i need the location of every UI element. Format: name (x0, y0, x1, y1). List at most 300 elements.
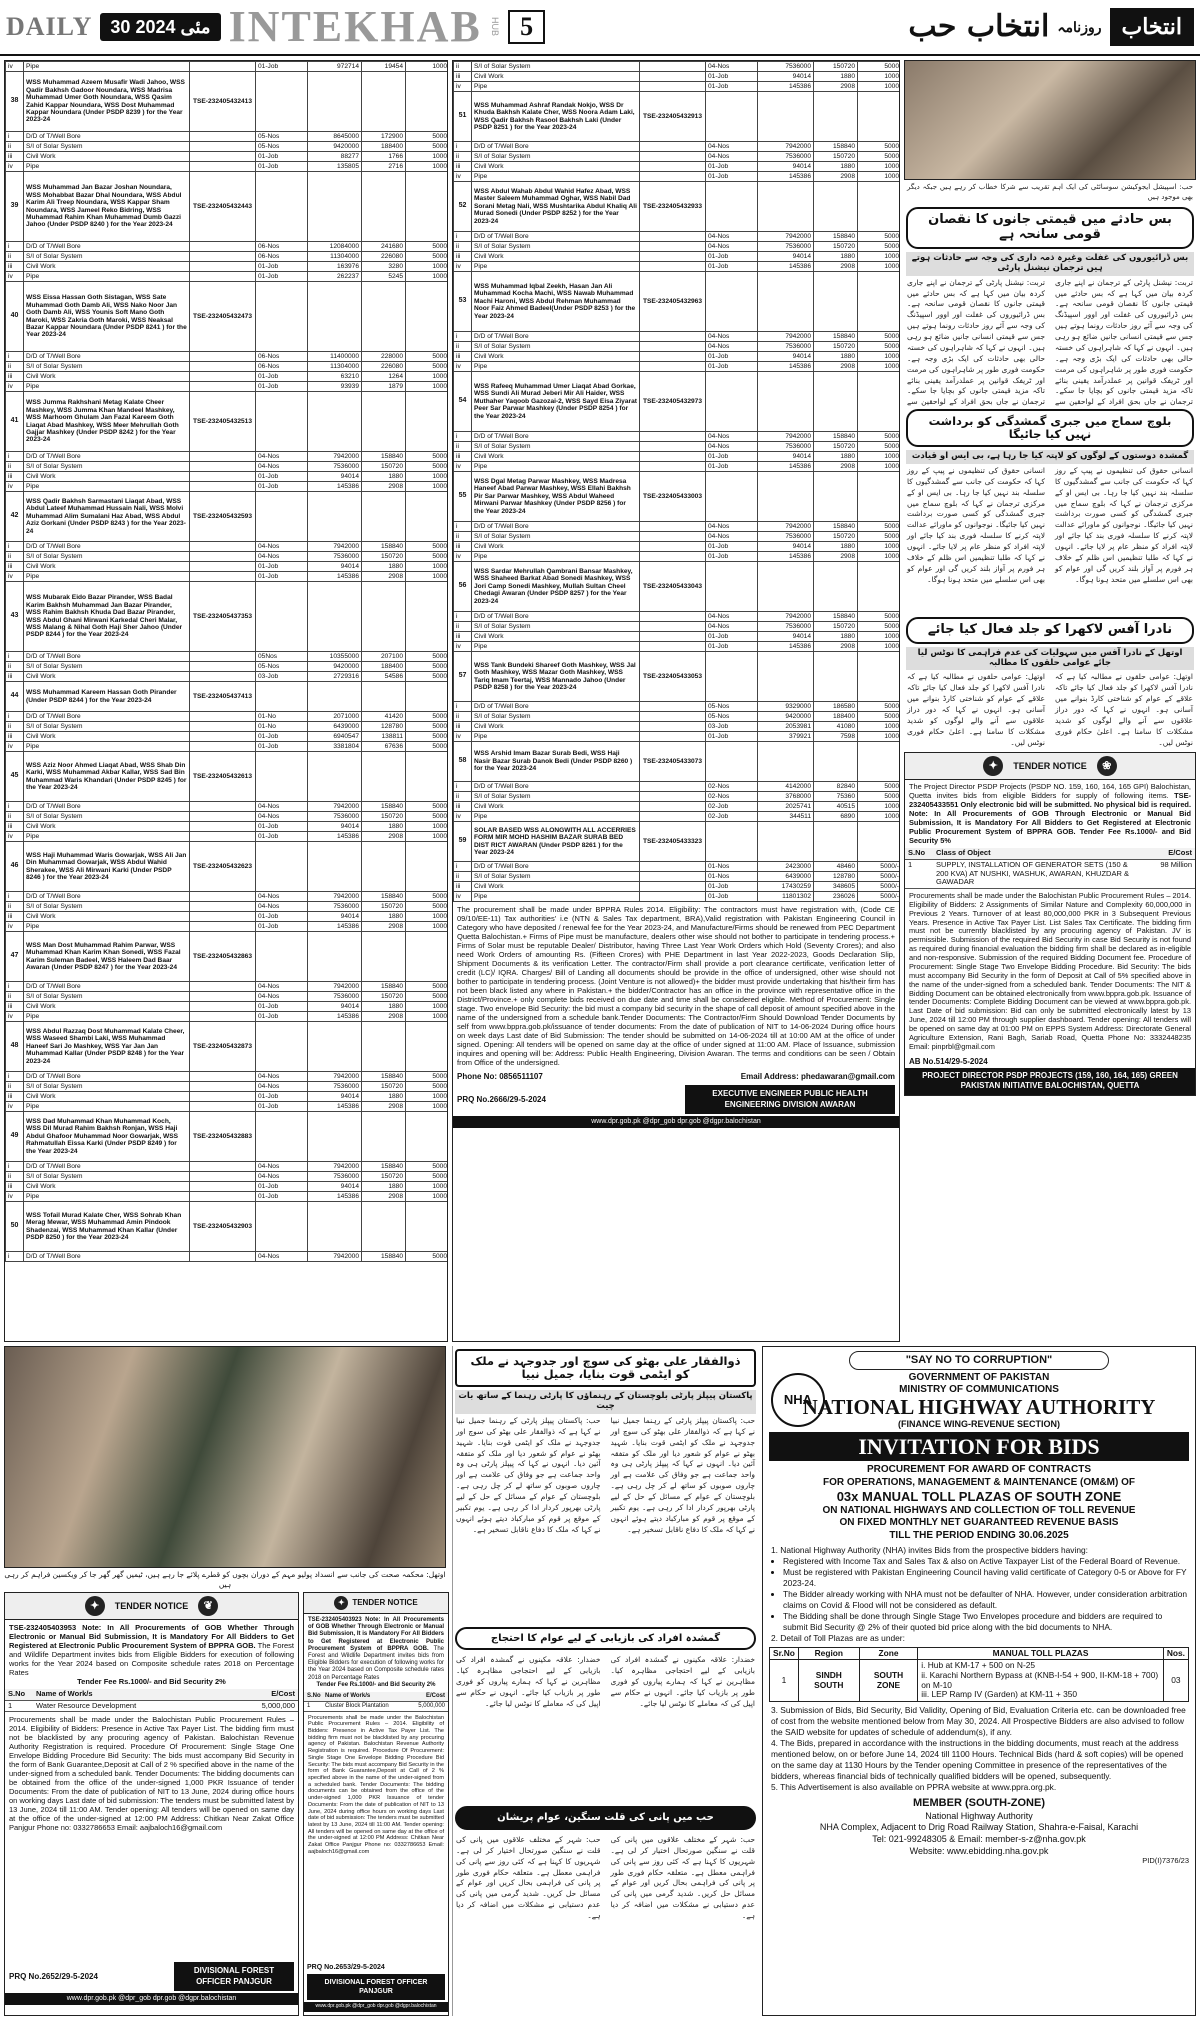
item-description: S/I of Solar System (472, 872, 640, 882)
cell-empty (814, 272, 858, 332)
item-description: D/D of T/Well Bore (24, 452, 190, 462)
tender-intro-text: The Forest and Wildlife Department invites bids from Eligible Bidders for execution of following works for the Year 2024 based on Composite schedule rates 2018 on Percentage Rates (308, 1645, 444, 1681)
item-description: D/D of T/Well Bore (24, 352, 190, 362)
item-fee: 1000 (858, 462, 901, 472)
item-cost: 7536000 (758, 442, 814, 452)
cell-empty (190, 992, 256, 1002)
item-quantity: 04-Nos (256, 982, 308, 992)
cell-empty (640, 732, 706, 742)
item-quantity: 04-Nos (256, 1172, 308, 1182)
tender-table-middle (452, 60, 900, 1342)
scheme-description: WSS Eissa Hassan Goth Sistagan, WSS Sate Muhammad Goth Damb Ali, WSS Nako Noor Jan Goth Damb Ali, WSS Younis Soft Mano Goth Maroki, WSS Zakria Goth Maroki, WSS Neaksal Bazar Kappar Noundara (Under PSDP 8241 ) for the Year 2023-24 (24, 282, 190, 352)
tse-number: TSE-232405433003 (640, 472, 706, 522)
item-description: D/D of T/Well Bore (472, 232, 640, 242)
item-quantity: 04-Nos (706, 332, 758, 342)
item-description: Pipe (472, 362, 640, 372)
item-roman: i (454, 702, 472, 712)
cell-empty (362, 1022, 406, 1072)
item-quantity: 04-Nos (256, 1252, 308, 1262)
cell-empty (190, 562, 256, 572)
tender-table-row (304, 1702, 448, 1712)
item-description: D/D of T/Well Bore (24, 712, 190, 722)
item-fee: 5000 (406, 742, 449, 752)
item-row (6, 1182, 449, 1192)
item-row (454, 712, 901, 722)
tender-intro-bold: TSE-232405433551 Only electronic bid will be submitted. No physical bid is required. Note: In All Procurements of GOB Through Electronic or Manual Bid Submission, It is Mandatory For All Bidders to Get Registered at Electronic Public Procurement System of BPPRA GOB. Tender Fee Rs.1000/- and Bid Security 5% (909, 791, 1191, 845)
item-row (6, 832, 449, 842)
item-cost: 145386 (308, 572, 362, 582)
scheme-description: WSS Muhammad Ashraf Randak Nokjo, WSS Dr Khuda Bakhsh Kalate Cher, WSS Noora Adam Laki, WSS Qadir Bakhsh Rasool Bakhsh Laki (Under PSDP 8251 ) for the Year 2023-24 (472, 92, 640, 142)
tender-fee: Tender Fee Rs.1000/- and Bid Security 2% (316, 1681, 436, 1688)
item-roman: iv (6, 1102, 24, 1112)
item-bid-security: 2716 (362, 162, 406, 172)
item-cost: 11801302 (758, 892, 814, 902)
item-fee: 5000 (858, 792, 901, 802)
cell-empty (190, 662, 256, 672)
scheme-description: WSS Man Dost Muhammad Rahim Parwar, WSS Muhammad Khan Karim Khan Sonedi, WSS Fazal Karim Suleman Badeel, WSS Haleem Dad Baar Awaran (Under PSDP 8247 ) for the Year 2023-24 (24, 932, 190, 982)
news-subhead-bhutto: پاکستان پیپلز پارٹی بلوچستان کے رہنماؤں کا پارٹی رہنما کے ساتھ بات چیت (455, 1390, 756, 1414)
col-sno: S.No (908, 848, 926, 858)
item-roman: iii (6, 672, 24, 682)
tender-notice-title (905, 753, 1195, 780)
scheme-number: 47 (6, 932, 24, 982)
item-roman: iii (454, 632, 472, 642)
nha-bullet: • Must be registered with Pakistan Engineering Council having valid certificate of Category 0-5 or Above for FY 2023-24. (783, 1567, 1189, 1589)
item-description: Pipe (24, 382, 190, 392)
item-cost: 94014 (758, 632, 814, 642)
cell-empty (362, 492, 406, 542)
social-strip: www.dpr.gob.pk @dpr_gob dpr.gob @dgpr.balochistan (5, 1993, 298, 2005)
item-cost: 145386 (758, 462, 814, 472)
scheme-description: WSS Rafeeq Muhammad Umer Liaqat Abad Gorkae, WSS Sundi Ali Murad Jeberi Mir Ali Haider, WSS Muthaher Yaqoob Gazozai-2, WSS Sayd Eisa Ziyarat Peer Sar Parwar Mashkey (Under PSDP 8254 ) for the Year 2023-24 (472, 372, 640, 432)
item-fee: 5000 (406, 552, 449, 562)
tender-title-text: TENDER NOTICE (114, 1600, 189, 1611)
tender-intro-bold: TSE-232405403923 Note: In All Procurements of GOB Whether Through Electronic or Manual Bid Submission, It is Mandatory For All Bidders to Get Registered at Electronic Public Procurement System of BPPRA GOB. (308, 1617, 444, 1652)
cell-empty (190, 652, 256, 662)
item-bid-security: 3280 (362, 262, 406, 272)
item-quantity: 02-Nos (706, 782, 758, 792)
item-row (6, 162, 449, 172)
row-cost: 98 Million (1160, 860, 1192, 870)
item-fee: 1000 (406, 162, 449, 172)
item-bid-security: 158840 (814, 522, 858, 532)
news-text: حب: شہر کے مختلف علاقوں میں پانی کی قلت نے سنگین صورتحال اختیار کر لی ہے۔ شہریوں کا کہنا ہے کہ کئی روز سے پانی کی فراہمی معطل ہے۔ متعلقہ حکام فوری طور پر پانی کی فراہمی بحال کریں اور عوام کے مسائل حل کریں۔ شدید گرمی میں پانی کی عدم دستیابی نے مشکلات میں اضافہ کر دیا ہے۔ (610, 1834, 755, 1921)
row-cost: 5,000,000 (261, 1700, 295, 1710)
item-row (454, 642, 901, 652)
cell-empty (308, 582, 362, 652)
item-roman: iii (6, 472, 24, 482)
cell-empty (406, 682, 449, 712)
item-quantity: 04-Nos (706, 432, 758, 442)
item-quantity: 01-Job (256, 1012, 308, 1022)
cell-empty (640, 782, 706, 792)
scheme-description: WSS Muhammad Azeem Musafir Wadi Jahoo, WSS Qadir Bakhsh Gadoor Noundara, WSS Madrisa Muhammad Umer Goth Noundara, WSS Qasim Zahid Kappar Noundara, WSS Dost Muhammad Kappar Noundara (Under PSDP 8239 ) for the Year 2023-24 (24, 72, 190, 132)
item-quantity: 01-Job (256, 372, 308, 382)
item-row (6, 142, 449, 152)
item-fee: 1000 (858, 362, 901, 372)
cell-empty (406, 1022, 449, 1072)
cell-empty (190, 242, 256, 252)
item-description: D/D of T/Well Bore (24, 242, 190, 252)
item-row (454, 792, 901, 802)
item-cost: 94014 (758, 352, 814, 362)
th-region: Region (798, 1647, 859, 1660)
item-quantity: 01-Job (256, 822, 308, 832)
item-description: Pipe (472, 82, 640, 92)
item-fee: 5000 (858, 702, 901, 712)
scheme-number: 52 (454, 182, 472, 232)
news-text: حب: پاکستان پیپلز پارٹی کے رہنما جمیل نبیا نے کہا ہے کہ ذوالفقار علی بھٹو کی سوچ اور جدوجہد نے ملک کو ایٹمی قوت بنایا۔ شہید بھٹو نے عوام کو شعور دیا اور ملک کو متفقہ آئین دیا۔ انہوں نے کہا کہ پیپلز پارٹی ہی وہ واحد جماعت ہے جو وفاق کی علامت ہے اور چاروں صوبوں کو ساتھ لے کر چل رہی ہے۔ بلوچستان کے عوام کے مسائل کے حل کے لیے پارٹی بھرپور کردار ادا کر رہی ہے۔ یوم تکبیر کے موقع پر قوم کو مبارکباد دیتے ہوئے انہوں نے کہا کہ ملک کا دفاع ناقابل تسخیر ہے۔ (610, 1415, 755, 1534)
cell-empty (814, 182, 858, 232)
cell-empty (190, 1072, 256, 1082)
nha-ministry: MINISTRY OF COMMUNICATIONS (899, 1383, 1059, 1395)
cell-empty (190, 162, 256, 172)
cell-empty (362, 392, 406, 452)
item-cost: 7536000 (308, 992, 362, 1002)
scheme-number: 38 (6, 72, 24, 132)
item-roman: ii (454, 872, 472, 882)
item-fee: 5000 (406, 722, 449, 732)
item-roman: i (454, 782, 472, 792)
item-roman: ii (6, 812, 24, 822)
cell-empty (706, 822, 758, 862)
cell-empty (640, 332, 706, 342)
middle-urdu-news (452, 1346, 758, 2016)
item-description: Civil Work (24, 262, 190, 272)
item-row (454, 552, 901, 562)
tender-title-text: TENDER NOTICE (352, 1598, 418, 1608)
item-cost: 145386 (308, 482, 362, 492)
item-roman: ii (454, 622, 472, 632)
right-column (904, 60, 1196, 1344)
item-cost: 972714 (308, 62, 362, 72)
tse-number: TSE-232405432873 (190, 1022, 256, 1072)
item-bid-security: 150720 (362, 1082, 406, 1092)
item-description: D/D of T/Well Bore (472, 782, 640, 792)
item-roman: iv (454, 812, 472, 822)
news-text: اوتھل: عوامی حلقوں نے مطالبہ کیا ہے کہ نادرا آفس لاکھرا کو جلد فعال کیا جائے تاکہ علاقے کے عوام کو شناختی کارڈ بنوانے میں آسانی ہو۔ انہوں نے کہا کہ دور دراز علاقوں سے آنے والے لوگوں کو شدید مشکلات کا سامنا ہے۔ اعلیٰ حکام فوری نوٹس لیں۔ (1055, 672, 1193, 747)
item-fee: 5000 (406, 712, 449, 722)
item-roman: iii (6, 912, 24, 922)
item-bid-security: 54586 (362, 672, 406, 682)
item-bid-security: 1880 (814, 252, 858, 262)
item-quantity: 01-Job (256, 62, 308, 72)
cell-empty (256, 842, 308, 892)
item-cost: 94014 (308, 822, 362, 832)
cell-empty (858, 562, 901, 612)
tender-table-left (4, 60, 448, 1342)
item-roman: ii (6, 1082, 24, 1092)
item-row (454, 812, 901, 822)
news-subhead-enforced-disappearance: گمشدہ دوستوں کے لوگوں کو لاپتہ کیا جا رہا ہے، بی ایس او قیادت (906, 450, 1194, 464)
tender-intro-text: The Project Director PSDP Projects (PSDP NO. 159, 160, 164, 165 GPI) Balochistan, Quetta invites bids from eligible Bidders for supply of following items. (909, 782, 1191, 801)
nha-member-line: Website: www.ebidding.nha.gov.pk (909, 1845, 1049, 1856)
scheme-description: WSS Tofail Murad Kalate Cher, WSS Sohrab Khan Merag Mewar, WSS Muhammad Amin Pindook Shadenzai, WSS Muhammad Khan Kallar (Under PSDP 8250 ) for the Year 2023-24 (24, 1202, 190, 1252)
item-roman: iv (454, 262, 472, 272)
item-description: Civil Work (24, 152, 190, 162)
cell-empty (640, 152, 706, 162)
scheme-row (6, 842, 449, 892)
cell-empty (814, 372, 858, 432)
item-fee: 1000 (406, 1092, 449, 1102)
item-bid-security: 2908 (362, 1102, 406, 1112)
item-description: Pipe (472, 172, 640, 182)
item-roman: iv (6, 1012, 24, 1022)
item-description: Pipe (24, 62, 190, 72)
item-cost: 2025741 (758, 802, 814, 812)
item-row (6, 262, 449, 272)
item-cost: 7942000 (308, 542, 362, 552)
cell-empty (640, 622, 706, 632)
item-description: S/I of Solar System (472, 442, 640, 452)
scheme-number: 56 (454, 562, 472, 612)
item-fee: 5000 (406, 362, 449, 372)
cell-empty (406, 1202, 449, 1252)
item-cost: 6940547 (308, 732, 362, 742)
govt-emblem-icon: ✦ (983, 756, 1003, 776)
item-cost: 7942000 (308, 1252, 362, 1262)
item-description: D/D of T/Well Bore (24, 1072, 190, 1082)
item-fee: 1000 (858, 812, 901, 822)
item-fee: 1000 (858, 802, 901, 812)
cell-empty (190, 1012, 256, 1022)
item-quantity: 04-Nos (706, 142, 758, 152)
item-fee: 5000 (406, 132, 449, 142)
cell-empty (362, 72, 406, 132)
scheme-description: WSS Arshid Imam Bazar Surab Bedi, WSS Haji Nasir Bazar Surab Danok Bedi (Under PSDP 8260 ) for the Year 2023-24 (472, 742, 640, 782)
item-bid-security: 150720 (814, 242, 858, 252)
tse-number: TSE-232405433073 (640, 742, 706, 782)
item-roman: ii (6, 662, 24, 672)
item-description: Pipe (24, 1192, 190, 1202)
item-description: Civil Work (24, 732, 190, 742)
col-sno: S.No (307, 1692, 321, 1699)
item-cost: 7536000 (758, 152, 814, 162)
cell-empty (406, 932, 449, 982)
tender-intro-bold: TSE-232405403953 Note: In All Procurements of GOB Whether Through Electronic or Manual Bid Submission, It is Mandatory For All Bidders to Get Registered at Electronic Public Procurement System of BPPRA GOB. (9, 1623, 294, 1650)
item-roman: iii (454, 542, 472, 552)
cell-empty (190, 1192, 256, 1202)
scheme-number: 42 (6, 492, 24, 542)
item-cost: 7536000 (308, 462, 362, 472)
scheme-row (454, 472, 901, 522)
cell-empty (308, 932, 362, 982)
item-description: D/D of T/Well Bore (24, 1162, 190, 1172)
cell-empty (858, 92, 901, 142)
scheme-number: 48 (6, 1022, 24, 1072)
item-row (6, 902, 449, 912)
item-cost: 135805 (308, 162, 362, 172)
item-fee: 1000 (406, 1012, 449, 1022)
item-roman: iv (454, 732, 472, 742)
item-bid-security: 2908 (814, 172, 858, 182)
item-quantity: 04-Nos (706, 442, 758, 452)
item-bid-security: 7598 (814, 732, 858, 742)
item-roman: iii (6, 1182, 24, 1192)
item-quantity: 04-Nos (706, 522, 758, 532)
cell-empty (362, 932, 406, 982)
item-bid-security: 188400 (362, 662, 406, 672)
item-cost: 7942000 (758, 232, 814, 242)
item-roman: iv (454, 462, 472, 472)
masthead-hub: HUB (490, 17, 501, 37)
cell-empty (640, 142, 706, 152)
item-bid-security: 41080 (814, 722, 858, 732)
item-description: D/D of T/Well Bore (472, 522, 640, 532)
item-bid-security: 82840 (814, 782, 858, 792)
tender-title-text: TENDER NOTICE (1013, 761, 1087, 772)
item-cost: 10355000 (308, 652, 362, 662)
cell-empty (256, 1022, 308, 1072)
item-row (454, 882, 901, 892)
scheme-number: 41 (6, 392, 24, 452)
item-roman: ii (454, 342, 472, 352)
item-roman: ii (454, 62, 472, 72)
item-quantity: 01-Job (706, 82, 758, 92)
item-description: D/D of T/Well Bore (472, 702, 640, 712)
item-cost: 94014 (308, 562, 362, 572)
tse-number: TSE-232405432913 (640, 92, 706, 142)
item-bid-security: 158840 (362, 982, 406, 992)
item-row (6, 252, 449, 262)
cell-empty (858, 272, 901, 332)
cell-empty (640, 452, 706, 462)
item-description: Civil Work (472, 542, 640, 552)
item-description: Pipe (472, 462, 640, 472)
news-text: تربت: نیشنل پارٹی کے ترجمان نے اپنے جاری کردہ بیان میں کہا ہے کہ بس حادثے میں قیمتی جانوں کا نقصان قومی سانحہ ہے۔ بس ڈرائیوروں کی غفلت اور اوور اسپیڈنگ کی وجہ سے آئے روز حادثات رونما ہوتے ہیں جس سے قیمتی انسانی جانیں ضائع ہو رہی ہیں۔ انہوں نے کہا کہ شاہراہوں کی خستہ حالی بھی حادثات کی ایک بڑی وجہ ہے۔ حکومت فوری طور پر شاہراہوں کی مرمت اور ٹریفک قوانین پر عملدرآمد یقینی بنائے تاکہ مزید قیمتی جانوں کو بچایا جا سکے۔ ترجمان نے جاں بحق افراد کے لواحقین سے (907, 277, 1045, 406)
nha-govt: GOVERNMENT OF PAKISTAN (908, 1371, 1050, 1383)
cell-empty (362, 1202, 406, 1252)
news-headline-bhutto: ذوالفقار علی بھٹو کی سوچ اور جدوجہد نے ملک کو ایٹمی قوت بنایا، جمیل نبیا (455, 1349, 756, 1387)
th-nos: Nos. (1163, 1647, 1188, 1660)
item-bid-security: 1880 (814, 542, 858, 552)
item-quantity: 01-Job (256, 732, 308, 742)
cell-empty (640, 542, 706, 552)
item-fee: 5000 (406, 1072, 449, 1082)
item-row (6, 1102, 449, 1112)
item-description: S/I of Solar System (24, 902, 190, 912)
scheme-description: WSS Muhammad Jan Bazar Joshan Noundara, WSS Mohabbat Bazar Dhal Noundara, WSS Abdul Karim Ali Treep Noundara, WSS Kappar Sham Noundara, WSS Jameel Reko Bidring, WSS Muhammad Rahim Khan Muhammad Dumb Gazzi Jahoo (Under PSDP 8240 ) for the Year 2023-24 (24, 172, 190, 242)
item-fee: 1000 (406, 482, 449, 492)
item-row (454, 242, 901, 252)
cell-empty (308, 1202, 362, 1252)
item-row (6, 1072, 449, 1082)
item-row (6, 992, 449, 1002)
item-description: Pipe (472, 892, 640, 902)
cell-empty (640, 172, 706, 182)
scheme-row (6, 682, 449, 712)
item-bid-security: 1766 (362, 152, 406, 162)
item-fee: 1000 (406, 272, 449, 282)
item-bid-security: 1880 (362, 822, 406, 832)
col-name: Name of Work/s (36, 1689, 93, 1698)
item-quantity: 01-Job (256, 162, 308, 172)
item-bid-security: 2908 (362, 1192, 406, 1202)
phe-notice-text: The procurement shall be made under BPPRA Rules 2014. Eligibility: The contractors must have registration with, (Code CE 09/10/EE-11) Tax authorities' i.e (NTN & Sales Tax department, BRA),Valid registration with Pakistan Engineering Council in Category who have deposited / renewal fee for the Year 2023-24, and Manufacture/Firms should be renewed from PEC Department Quetta Balochistan.+ Firms of Pipe must be manufacture, dealers other wise should not bother to participate in tendering process.+ Firms of Solar must be reputable Dealer/ Distributor, having Three Last Year Work Orders which Hold (Seventy Crores); and also need Work Orders of amounting Rs. (Fifteen Crores) with PHE Department in last Year 2022-2023, Goods Declaration Slip, Shipment Documents & its verification Letter. The contractor/Firm shall provide a port clearance certificate, verification letter of credit (LC)/ IQRA. Charges/ Bill of Landing all documents should be provide in the office of undersigned, other wise should not bother to participate in tendering process. (Joint Venture is not allowed)+ the bidder must provide undertaking that his/their firm has not been black listed any where in Pakistan.+ the bidder/Contractor has an office in the province with representative office in the District/Province.+ only complete bids received on due date and time shall be considered eligible. Method of Procurement: Single stage. Two envelope Bid Security: the bid must a company bid security in the shape of call deposit of amount specified above in the name of the undersigned from a schedule bank.Tender Documents: The Contractor/Firm Should Download Tender Documents by self from www.bppra.gob.pk/issuance of tender documents: From the date of publication of NIT to 14-06-2024 During office hours on week days Last date of Bid Submission: The tender should be submitted on 14-06-2024 till at 10:00 AM at the office of under signed. Opening: All tenders will be opened on same day at the office of under signed at 11:00 AM. Place of Issuance, submission inquires and opening will be: Address: Public Health Engineering, Division Awaran. The terms and conditions can be seen / Obtain from Office of the undersigned. (457, 905, 895, 1067)
item-row (6, 662, 449, 672)
scheme-description: WSS Haji Muhammad Waris Gowarjak, WSS Ali Jan Din Muhammad Gowarjak, WSS Abdul Wahid Sherakee, WSS Ali Mirwani Karki (Under PSDP 8246 ) for the Year 2023-24 (24, 842, 190, 892)
item-row (6, 802, 449, 812)
scheme-row (454, 562, 901, 612)
plaza-item: i. Hub at KM-17 + 500 on N-25 (921, 1660, 1036, 1671)
item-bid-security: 1880 (814, 72, 858, 82)
news-text: تربت: نیشنل پارٹی کے ترجمان نے اپنے جاری کردہ بیان میں کہا ہے کہ بس حادثے میں قیمتی جانوں کا نقصان قومی سانحہ ہے۔ بس ڈرائیوروں کی غفلت اور اوور اسپیڈنگ کی وجہ سے آئے روز حادثات رونما ہوتے ہیں جس سے قیمتی انسانی جانیں ضائع ہو رہی ہیں۔ انہوں نے کہا کہ شاہراہوں کی خستہ حالی بھی حادثات کی ایک بڑی وجہ ہے۔ حکومت فوری طور پر شاہراہوں کی مرمت اور ٹریفک قوانین پر عملدرآمد یقینی بنائے تاکہ مزید قیمتی جانوں کو بچایا جا سکے۔ ترجمان نے جاں بحق افراد کے لواحقین سے (1055, 277, 1193, 406)
cell-empty (308, 72, 362, 132)
item-cost: 2729316 (308, 672, 362, 682)
tender-footer (5, 1960, 298, 1993)
item-roman: iv (454, 552, 472, 562)
td-plazas (918, 1660, 1164, 1702)
item-fee: 5000 (406, 732, 449, 742)
item-roman: iv (6, 922, 24, 932)
scheme-description: WSS Mubarak Eido Bazar Pirander, WSS Badal Karim Bakhsh Muhammad Jan Bazar Pirander, WSS Rahim Bakhsh Khuda Dad Bazar Pirander, WSS Abdul Ghani Mirwani Karkedal Cheri Malar, WSS Malang & Nihal Goth Haji Sher Jahoo (Under PSDP 8244 ) for the Year 2023-24 (24, 582, 190, 652)
cell-empty (640, 612, 706, 622)
item-fee: 5000 (858, 152, 901, 162)
cell-empty (640, 442, 706, 452)
item-roman: iii (454, 72, 472, 82)
cell-empty (256, 932, 308, 982)
item-quantity: 03-Job (256, 672, 308, 682)
tender-notice-title (304, 1593, 448, 1614)
cell-empty (640, 232, 706, 242)
item-row (6, 912, 449, 922)
item-description: Civil Work (472, 802, 640, 812)
scheme-row (6, 172, 449, 242)
item-roman: i (6, 1252, 24, 1262)
item-row (454, 632, 901, 642)
item-description: S/I of Solar System (472, 242, 640, 252)
tender-notice-generator (904, 752, 1196, 1095)
item-fee: 1000 (858, 732, 901, 742)
cell-empty (858, 822, 901, 862)
item-bid-security: 226080 (362, 362, 406, 372)
item-bid-security: 1879 (362, 382, 406, 392)
item-description: S/I of Solar System (472, 622, 640, 632)
cell-empty (640, 62, 706, 72)
item-bid-security: 150720 (362, 462, 406, 472)
item-quantity: 01-Job (256, 1102, 308, 1112)
item-roman: iii (454, 882, 472, 892)
item-bid-security: 158840 (814, 142, 858, 152)
cell-empty (640, 262, 706, 272)
item-quantity: 02-Job (706, 812, 758, 822)
cell-empty (406, 582, 449, 652)
item-roman: iii (6, 562, 24, 572)
item-roman: ii (454, 792, 472, 802)
item-bid-security: 150720 (814, 152, 858, 162)
item-roman: iv (6, 272, 24, 282)
masthead-urdu-title: انتخاب حب (908, 8, 1050, 44)
item-bid-security: 2908 (814, 82, 858, 92)
item-fee: 1000 (406, 572, 449, 582)
cell-empty (640, 892, 706, 902)
page-number: 5 (508, 10, 545, 44)
item-cost: 2071000 (308, 712, 362, 722)
item-row (6, 922, 449, 932)
scheme-number: 39 (6, 172, 24, 242)
item-description: Civil Work (24, 822, 190, 832)
item-description: D/D of T/Well Bore (472, 142, 640, 152)
item-row (6, 62, 449, 72)
scheme-description: WSS Dgal Metag Parwar Mashkey, WSS Madresa Haneef Abad Parwar Mashkey, WSS Ellahi Bakhsh Pir Sar Parwar Mashkey, WSS Abdul Waheed Mirwani Parwar Mashkey (Under PSDP 8256 ) for the Year 2023-24 (472, 472, 640, 522)
item-cost: 2053981 (758, 722, 814, 732)
item-quantity: 01-Job (256, 912, 308, 922)
tse-number: TSE-232405432903 (190, 1202, 256, 1252)
item-bid-security: 150720 (814, 342, 858, 352)
tse-number: TSE-232405432963 (640, 272, 706, 332)
item-fee: 1000 (858, 172, 901, 182)
item-bid-security: 1880 (362, 472, 406, 482)
